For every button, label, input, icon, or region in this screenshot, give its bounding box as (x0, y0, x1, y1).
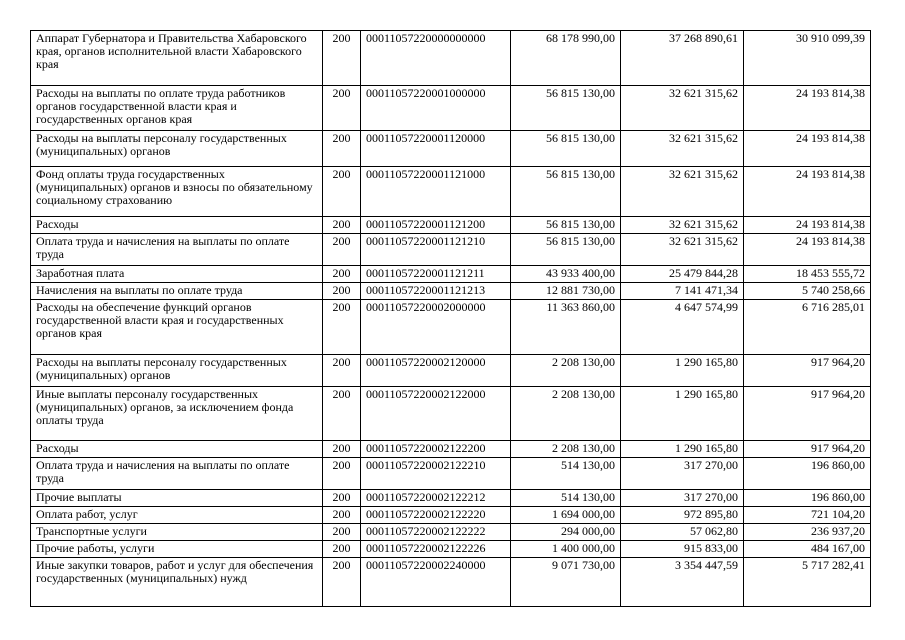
approved-amount-cell: 12 881 730,00 (511, 283, 621, 300)
classification-code-cell: 00011057220001121211 (361, 266, 511, 283)
classification-code-cell: 00011057220002122212 (361, 490, 511, 507)
classification-code-cell: 00011057220001120000 (361, 131, 511, 167)
approved-amount-cell: 11 363 860,00 (511, 300, 621, 355)
expense-name-cell: Расходы (31, 217, 323, 234)
classification-code-cell: 00011057220002122220 (361, 507, 511, 524)
table-row (31, 167, 871, 217)
expense-name-cell: Аппарат Губернатора и Правительства Хабаровского края, органов исполнительной власти Хабаровского края (31, 31, 323, 86)
expense-name-cell: Оплата работ, услуг (31, 507, 323, 524)
approved-amount-cell: 56 815 130,00 (511, 167, 621, 217)
line-code-cell: 200 (323, 266, 361, 283)
unexecuted-amount-cell: 196 860,00 (744, 490, 871, 507)
classification-code-cell: 00011057220002240000 (361, 558, 511, 607)
unexecuted-amount-cell: 24 193 814,38 (744, 217, 871, 234)
unexecuted-amount-cell: 18 453 555,72 (744, 266, 871, 283)
executed-amount-cell: 32 621 315,62 (621, 167, 744, 217)
unexecuted-amount-cell: 236 937,20 (744, 524, 871, 541)
line-code-cell: 200 (323, 490, 361, 507)
classification-code-cell: 00011057220002122200 (361, 441, 511, 458)
expense-name-cell: Расходы на выплаты персоналу государственных (муниципальных) органов (31, 355, 323, 387)
expense-name-cell: Заработная плата (31, 266, 323, 283)
table-row (31, 234, 871, 266)
approved-amount-cell: 9 071 730,00 (511, 558, 621, 607)
executed-amount-cell: 972 895,80 (621, 507, 744, 524)
approved-amount-cell: 56 815 130,00 (511, 86, 621, 131)
approved-amount-cell: 56 815 130,00 (511, 217, 621, 234)
executed-amount-cell: 1 290 165,80 (621, 441, 744, 458)
unexecuted-amount-cell: 917 964,20 (744, 441, 871, 458)
approved-amount-cell: 56 815 130,00 (511, 131, 621, 167)
approved-amount-cell: 56 815 130,00 (511, 234, 621, 266)
unexecuted-amount-cell: 5 740 258,66 (744, 283, 871, 300)
table-row (31, 558, 871, 607)
executed-amount-cell: 32 621 315,62 (621, 86, 744, 131)
classification-code-cell: 00011057220002122222 (361, 524, 511, 541)
line-code-cell: 200 (323, 300, 361, 355)
table-row (31, 507, 871, 524)
expense-name-cell: Оплата труда и начисления на выплаты по оплате труда (31, 234, 323, 266)
approved-amount-cell: 514 130,00 (511, 490, 621, 507)
budget-execution-table (30, 30, 871, 607)
executed-amount-cell: 317 270,00 (621, 490, 744, 507)
document-page (30, 30, 871, 607)
executed-amount-cell: 32 621 315,62 (621, 217, 744, 234)
classification-code-cell: 00011057220001121200 (361, 217, 511, 234)
line-code-cell: 200 (323, 355, 361, 387)
line-code-cell: 200 (323, 283, 361, 300)
table-row (31, 86, 871, 131)
expense-name-cell: Прочие работы, услуги (31, 541, 323, 558)
table-row (31, 266, 871, 283)
unexecuted-amount-cell: 917 964,20 (744, 387, 871, 441)
executed-amount-cell: 7 141 471,34 (621, 283, 744, 300)
classification-code-cell: 00011057220002122000 (361, 387, 511, 441)
unexecuted-amount-cell: 24 193 814,38 (744, 167, 871, 217)
unexecuted-amount-cell: 721 104,20 (744, 507, 871, 524)
expense-name-cell: Иные выплаты персоналу государственных (муниципальных) органов, за исключением фонда оплаты труда (31, 387, 323, 441)
executed-amount-cell: 915 833,00 (621, 541, 744, 558)
approved-amount-cell: 2 208 130,00 (511, 355, 621, 387)
executed-amount-cell: 32 621 315,62 (621, 131, 744, 167)
expense-name-cell: Расходы на обеспечение функций органов государственной власти края и государственных органов края (31, 300, 323, 355)
approved-amount-cell: 2 208 130,00 (511, 387, 621, 441)
classification-code-cell: 00011057220001000000 (361, 86, 511, 131)
approved-amount-cell: 2 208 130,00 (511, 441, 621, 458)
approved-amount-cell: 294 000,00 (511, 524, 621, 541)
line-code-cell: 200 (323, 31, 361, 86)
unexecuted-amount-cell: 24 193 814,38 (744, 131, 871, 167)
unexecuted-amount-cell: 484 167,00 (744, 541, 871, 558)
executed-amount-cell: 37 268 890,61 (621, 31, 744, 86)
unexecuted-amount-cell: 5 717 282,41 (744, 558, 871, 607)
line-code-cell: 200 (323, 86, 361, 131)
unexecuted-amount-cell: 917 964,20 (744, 355, 871, 387)
unexecuted-amount-cell: 24 193 814,38 (744, 86, 871, 131)
table-row (31, 541, 871, 558)
table-row (31, 283, 871, 300)
expense-name-cell: Расходы на выплаты по оплате труда работников органов государственной власти края и государственных органов края (31, 86, 323, 131)
classification-code-cell: 00011057220002000000 (361, 300, 511, 355)
unexecuted-amount-cell: 30 910 099,39 (744, 31, 871, 86)
classification-code-cell: 00011057220001121210 (361, 234, 511, 266)
line-code-cell: 200 (323, 524, 361, 541)
approved-amount-cell: 68 178 990,00 (511, 31, 621, 86)
classification-code-cell: 00011057220001121000 (361, 167, 511, 217)
executed-amount-cell: 1 290 165,80 (621, 355, 744, 387)
line-code-cell: 200 (323, 131, 361, 167)
executed-amount-cell: 317 270,00 (621, 458, 744, 490)
executed-amount-cell: 3 354 447,59 (621, 558, 744, 607)
line-code-cell: 200 (323, 217, 361, 234)
executed-amount-cell: 25 479 844,28 (621, 266, 744, 283)
line-code-cell: 200 (323, 387, 361, 441)
line-code-cell: 200 (323, 167, 361, 217)
expense-name-cell: Расходы (31, 441, 323, 458)
classification-code-cell: 00011057220002122226 (361, 541, 511, 558)
classification-code-cell: 00011057220002120000 (361, 355, 511, 387)
table-row (31, 217, 871, 234)
table-row (31, 458, 871, 490)
approved-amount-cell: 514 130,00 (511, 458, 621, 490)
line-code-cell: 200 (323, 507, 361, 524)
table-row (31, 441, 871, 458)
table-row (31, 131, 871, 167)
executed-amount-cell: 32 621 315,62 (621, 234, 744, 266)
expense-name-cell: Фонд оплаты труда государственных (муниципальных) органов и взносы по обязательному социальному страхованию (31, 167, 323, 217)
table-row (31, 300, 871, 355)
approved-amount-cell: 43 933 400,00 (511, 266, 621, 283)
line-code-cell: 200 (323, 441, 361, 458)
classification-code-cell: 00011057220002122210 (361, 458, 511, 490)
line-code-cell: 200 (323, 558, 361, 607)
table-row (31, 490, 871, 507)
unexecuted-amount-cell: 196 860,00 (744, 458, 871, 490)
classification-code-cell: 00011057220000000000 (361, 31, 511, 86)
executed-amount-cell: 57 062,80 (621, 524, 744, 541)
line-code-cell: 200 (323, 541, 361, 558)
table-row (31, 524, 871, 541)
unexecuted-amount-cell: 24 193 814,38 (744, 234, 871, 266)
approved-amount-cell: 1 400 000,00 (511, 541, 621, 558)
table-row (31, 355, 871, 387)
approved-amount-cell: 1 694 000,00 (511, 507, 621, 524)
executed-amount-cell: 1 290 165,80 (621, 387, 744, 441)
expense-name-cell: Начисления на выплаты по оплате труда (31, 283, 323, 300)
unexecuted-amount-cell: 6 716 285,01 (744, 300, 871, 355)
expense-name-cell: Оплата труда и начисления на выплаты по оплате труда (31, 458, 323, 490)
classification-code-cell: 00011057220001121213 (361, 283, 511, 300)
expense-name-cell: Транспортные услуги (31, 524, 323, 541)
expense-name-cell: Прочие выплаты (31, 490, 323, 507)
expense-name-cell: Расходы на выплаты персоналу государственных (муниципальных) органов (31, 131, 323, 167)
expense-name-cell: Иные закупки товаров, работ и услуг для обеспечения государственных (муниципальных) нужд (31, 558, 323, 607)
line-code-cell: 200 (323, 234, 361, 266)
table-row (31, 387, 871, 441)
table-row (31, 31, 871, 86)
line-code-cell: 200 (323, 458, 361, 490)
table-body (31, 31, 871, 607)
executed-amount-cell: 4 647 574,99 (621, 300, 744, 355)
